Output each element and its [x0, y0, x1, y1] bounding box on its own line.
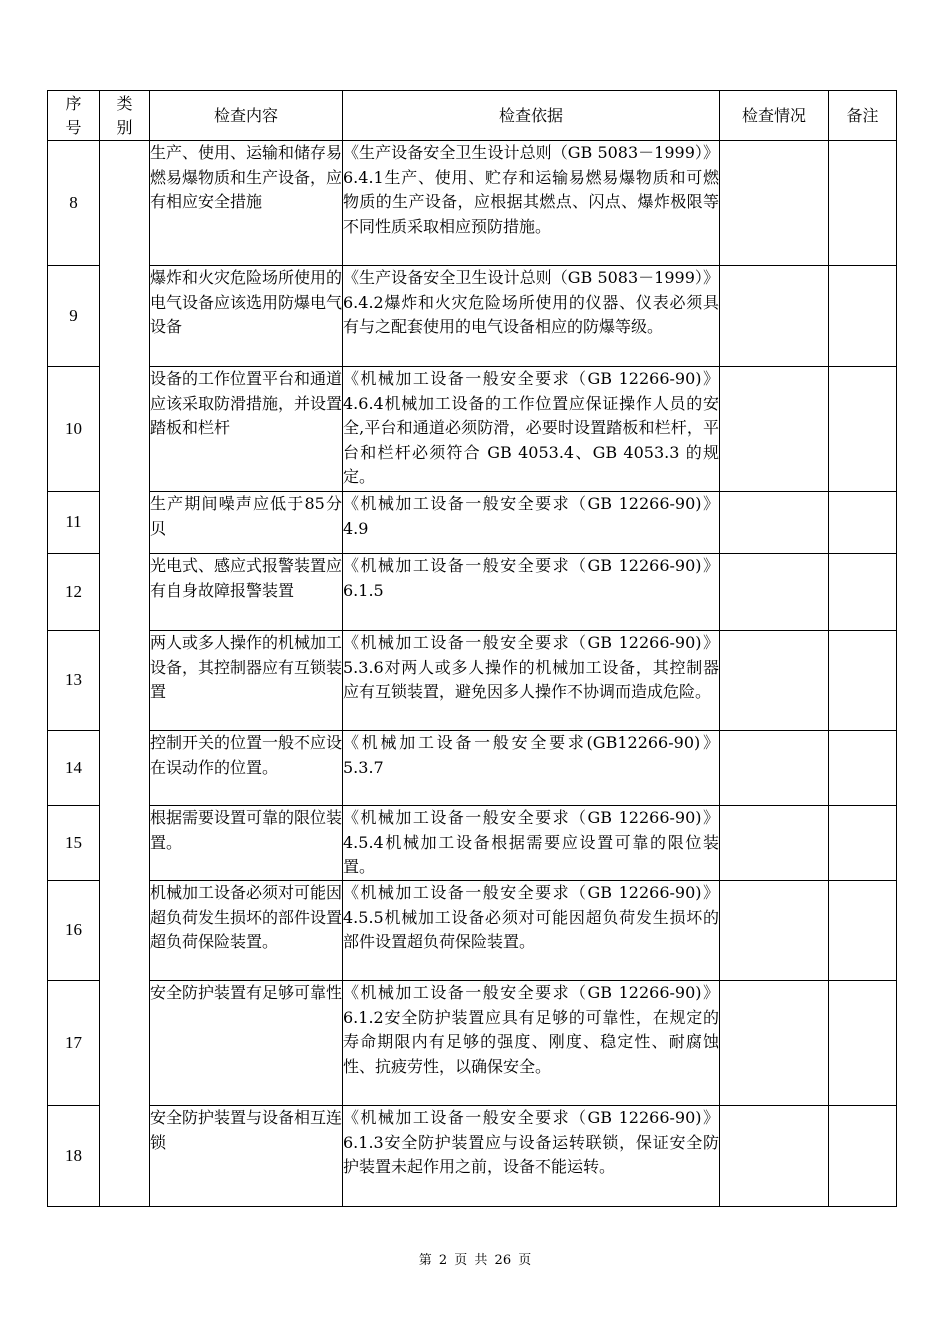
check-status-cell	[720, 631, 829, 731]
check-basis: 《机械加工设备一般安全要求（GB 12266-90)》 4.6.4机械加工设备的工作位置应保证操作人员的安全,平台和通道必须防滑，必要时设置踏板和栏杆，平台和栏杆必须符合 GB 4053.4、GB 4053.3 的规定。	[343, 367, 720, 492]
row-number: 14	[48, 731, 100, 806]
check-content: 安全防护装置有足够可靠性	[150, 981, 343, 1106]
check-basis: 《机械加工设备一般安全要求（GB 12266-90)》 6.1.5	[343, 554, 720, 631]
check-content: 控制开关的位置一般不应设在误动作的位置。	[150, 731, 343, 806]
remark-cell	[829, 141, 897, 266]
check-content: 安全防护装置与设备相互连锁	[150, 1106, 343, 1207]
row-number: 18	[48, 1106, 100, 1207]
check-basis: 《机械加工设备一般安全要求（GB 12266-90)》 4.5.5机械加工设备必须对可能因超负荷发生损坏的部件设置超负荷保险装置。	[343, 881, 720, 981]
check-status-cell	[720, 981, 829, 1106]
header-remark: 备注	[829, 91, 897, 141]
check-content: 爆炸和火灾危险场所使用的电气设备应该选用防爆电气设备	[150, 266, 343, 367]
check-basis: 《机械加工设备一般安全要求（GB 12266-90)》 5.3.6对两人或多人操作的机械加工设备，其控制器应有互锁装置，避免因多人操作不协调而造成危险。	[343, 631, 720, 731]
header-status: 检查情况	[720, 91, 829, 141]
check-basis: 《机械加工设备一般安全要求（GB 12266-90)》 6.1.2安全防护装置应具有足够的可靠性，在规定的寿命期限内有足够的强度、刚度、稳定性、耐腐蚀性、抗疲劳性，以确保安全。	[343, 981, 720, 1106]
inspection-table	[47, 90, 897, 1207]
row-number: 11	[48, 492, 100, 554]
row-number: 15	[48, 806, 100, 881]
header-category: 类别	[100, 91, 150, 141]
table-row	[48, 631, 897, 731]
check-basis: 《生产设备安全卫生设计总则（GB 5083－1999）》 6.4.1生产、使用、贮存和运输易燃易爆物质和可燃物质的生产设备，应根据其燃点、闪点、爆炸极限等不同性质采取相应预防措施。	[343, 141, 720, 266]
check-status-cell	[720, 881, 829, 981]
check-status-cell	[720, 367, 829, 492]
row-number: 17	[48, 981, 100, 1106]
check-status-cell	[720, 554, 829, 631]
remark-cell	[829, 881, 897, 981]
remark-cell	[829, 266, 897, 367]
check-basis: 《机械加工设备一般安全要求（GB 12266-90)》 4.9	[343, 492, 720, 554]
table-row	[48, 141, 897, 266]
check-content: 生产期间噪声应低于85分贝	[150, 492, 343, 554]
category-cell	[100, 141, 150, 1207]
page-footer: 第 2 页 共 26 页	[418, 1253, 532, 1268]
row-number: 12	[48, 554, 100, 631]
check-status-cell	[720, 806, 829, 881]
remark-cell	[829, 806, 897, 881]
check-status-cell	[720, 731, 829, 806]
check-status-cell	[720, 492, 829, 554]
row-number: 9	[48, 266, 100, 367]
row-number: 8	[48, 141, 100, 266]
table-row	[48, 1106, 897, 1207]
check-content: 设备的工作位置平台和通道应该采取防滑措施，并设置踏板和栏杆	[150, 367, 343, 492]
check-status-cell	[720, 266, 829, 367]
table-row	[48, 266, 897, 367]
check-content: 生产、使用、运输和储存易燃易爆物质和生产设备，应有相应安全措施	[150, 141, 343, 266]
remark-cell	[829, 981, 897, 1106]
row-number: 13	[48, 631, 100, 731]
check-basis: 《机械加工设备一般安全要求（GB 12266-90)》 4.5.4机械加工设备根据需要应设置可靠的限位装置。	[343, 806, 720, 881]
header-row	[48, 91, 897, 141]
table-row	[48, 881, 897, 981]
remark-cell	[829, 367, 897, 492]
check-content: 两人或多人操作的机械加工设备，其控制器应有互锁装置	[150, 631, 343, 731]
remark-cell	[829, 554, 897, 631]
table-row	[48, 554, 897, 631]
check-content: 光电式、感应式报警装置应有自身故障报警装置	[150, 554, 343, 631]
table-row	[48, 492, 897, 554]
row-number: 16	[48, 881, 100, 981]
row-number: 10	[48, 367, 100, 492]
check-content: 根据需要设置可靠的限位装置。	[150, 806, 343, 881]
table-row	[48, 981, 897, 1106]
check-basis: 《机械加工设备一般安全要求（GB 12266-90)》 6.1.3安全防护装置应与设备运转联锁，保证安全防护装置未起作用之前，设备不能运转。	[343, 1106, 720, 1207]
remark-cell	[829, 492, 897, 554]
header-basis: 检查依据	[343, 91, 720, 141]
table-row	[48, 731, 897, 806]
remark-cell	[829, 1106, 897, 1207]
check-status-cell	[720, 141, 829, 266]
check-basis: 《生产设备安全卫生设计总则（GB 5083－1999）》 6.4.2爆炸和火灾危险场所使用的仪器、仪表必须具有与之配套使用的电气设备相应的防爆等级。	[343, 266, 720, 367]
table-row	[48, 806, 897, 881]
header-content: 检查内容	[150, 91, 343, 141]
check-basis: 《机械加工设备一般安全要求(GB12266-90)》 5.3.7	[343, 731, 720, 806]
header-seq: 序号	[48, 91, 100, 141]
remark-cell	[829, 631, 897, 731]
check-status-cell	[720, 1106, 829, 1207]
remark-cell	[829, 731, 897, 806]
table-row	[48, 367, 897, 492]
check-content: 机械加工设备必须对可能因超负荷发生损坏的部件设置超负荷保险装置。	[150, 881, 343, 981]
